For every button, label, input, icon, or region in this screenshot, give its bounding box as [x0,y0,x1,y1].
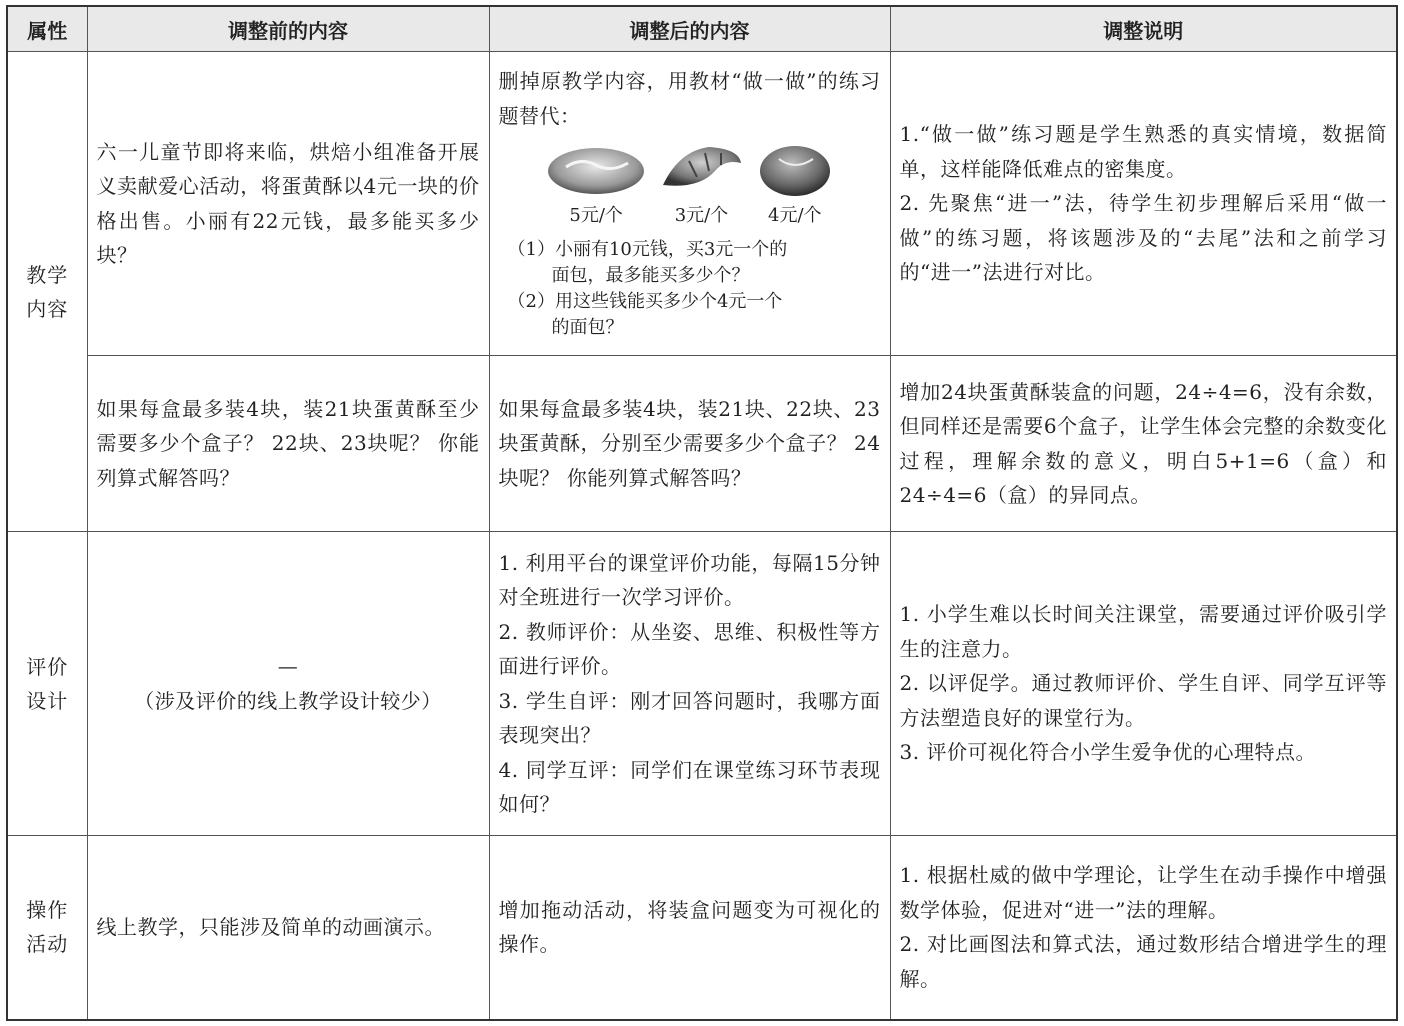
question-text: 的面包？ [551,317,624,338]
price-label: 3元/个 [674,205,729,226]
croissant-icon [659,141,743,197]
header-row [7,6,1397,52]
cell-before [87,356,489,532]
attr-operation [7,836,87,1020]
cell-text: 如果每盒最多装4块，装21块蛋黄酥至少需要多少个盒子？ 22块、23块呢？ 你能列算式解答吗？ [96,396,480,490]
table-row [7,52,1397,356]
cell-before [87,836,489,1020]
price-label: 5元/个 [569,205,623,226]
header-before: 调整前的内容 [87,6,489,52]
cell-after [489,356,890,532]
cell-text: 1. 小学生难以长时间关注课堂，需要通过评价吸引学生的注意力。 2. 以评促学。通过教师评价、学生自评、同学互评等方法塑造良好的课堂行为。 3. 评价可视化符合小学生爱争优的心理特点。 [899,602,1387,765]
adjustment-table [6,5,1398,1021]
table-row [7,356,1397,532]
bread-item [757,141,833,227]
question-text: （1）小丽有10元钱，买3元一个的 [507,239,788,260]
cell-text: 增加拖动活动，将装盒问题变为可视化的操作。 [498,897,881,957]
cell-before [87,532,489,836]
attr-teaching [7,52,87,532]
header-note: 调整说明 [890,6,1397,52]
cell-text: 增加24块蛋黄酥装盒的问题，24÷4=6，没有余数，但同样还是需要6个盒子，让学生体会完整的余数变化过程，理解余数的意义，明白5+1=6（盒）和24÷4=6（盒）的异同点。 [899,379,1387,507]
cell-text: （涉及评价的线上教学设计较少） [134,688,442,713]
cell-note [890,532,1397,836]
attr-label: 教学 内容 [26,262,69,321]
cell-text: 1. 根据杜威的做中学理论，让学生在动手操作中增强数学体验，促进对“进一”法的理解。 2. 对比画图法和算式法，通过数形结合增进学生的理解。 [899,863,1387,991]
cell-after [489,532,890,836]
attr-label: 操作 活动 [26,898,69,957]
cell-note [890,52,1397,356]
cell-after [489,836,890,1020]
cell-text: 六一儿童节即将来临，烘焙小组准备开展义卖献爱心活动，将蛋黄酥以4元一块的价格出售。小丽有22元钱，最多能买多少块？ [96,139,480,267]
bread-loaf-icon [546,141,646,197]
table-row [7,836,1397,1020]
bread-item [546,141,646,227]
question-text: （2）用这些钱能买多少个4元一个 [507,291,783,312]
cell-text: 线上教学，只能涉及简单的动画演示。 [96,915,445,939]
cell-text: — [277,654,299,678]
cell-text: 如果每盒最多装4块，装21块、22块、23块蛋黄酥，分别至少需要多少个盒子？ 24块呢？ 你能列算式解答吗？ [498,396,881,490]
cell-text: 1.“做一做”练习题是学生熟悉的真实情境，数据简单，这样能降低难点的密集度。 2. 先聚焦“进一”法，待学生初步理解后采用“做一做”的练习题，将该题涉及的“去尾”法和之前学习的“进一”法进行对比。 [899,122,1387,285]
bread-images [540,141,840,227]
cell-note [890,836,1397,1020]
attr-label: 评价 设计 [26,654,69,713]
table-row [7,532,1397,836]
cell-after [489,52,890,356]
cell-text: 删掉原教学内容，用教材“做一做”的练习题替代： [498,69,881,128]
cell-before [87,52,489,356]
attr-evaluation [7,532,87,836]
round-bread-icon [757,141,833,197]
cell-note [890,356,1397,532]
question-text: 面包，最多能买多少个？ [551,265,750,286]
bread-item [659,141,743,227]
price-label: 4元/个 [768,205,822,226]
cell-text: 1. 利用平台的课堂评价功能，每隔15分钟对全班进行一次学习评价。 2. 教师评价：从坐姿、思维、积极性等方面进行评价。 3. 学生自评：刚才回答问题时，我哪方面表现突出？ 4. 同学互评：同学们在课堂练习环节表现如何？ [498,550,881,816]
header-attribute: 属性 [7,6,87,52]
header-after: 调整后的内容 [489,6,890,52]
